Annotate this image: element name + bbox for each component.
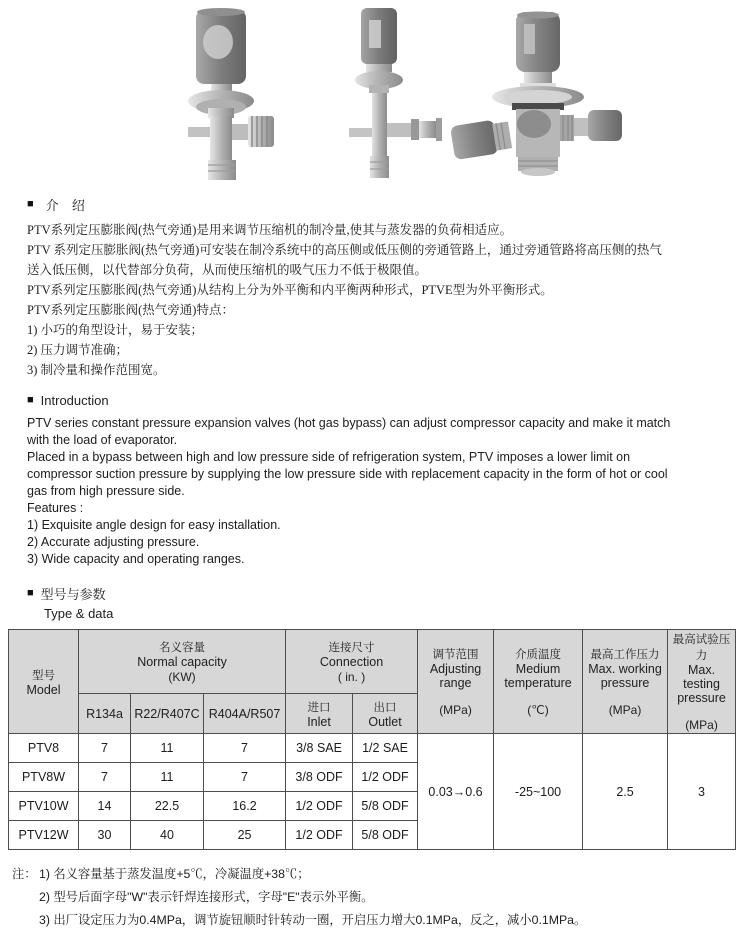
footnote-item: 3) 出厂设定压力为0.4MPa，调节旋钮顺时针转动一圈，开启压力增大0.1MPa，反之，减小0.1MPa。 [39,913,587,927]
section-title-type-data-cn [27,584,726,603]
cell-r22: 11 [131,763,204,792]
header-outlet-cn: 出口 [373,701,397,714]
header-testing-en: Max. testing pressure [677,663,726,705]
cell-max-testing-pressure: 3 [668,734,736,850]
cell-inlet: 3/8 SAE [286,734,353,763]
intro-cn-paragraphs [27,220,726,380]
header-inlet-en: Inlet [307,714,331,729]
square-bullet-icon: ■ [27,198,39,210]
intro-en-line: 3) Wide capacity and operating ranges. [27,552,245,566]
intro-cn-title: 介 绍 [45,198,90,213]
cell-inlet: 3/8 ODF [286,763,353,792]
header-testing-cn: 最高试验压力 [672,634,731,662]
cell-r22: 11 [131,734,204,763]
header-model-cn: 型号 [32,669,55,682]
intro-en-line: gas from high pressure side. [27,484,185,498]
header-inlet-cn: 进口 [307,701,331,714]
header-medium-cn: 介质温度 [515,649,562,661]
cell-outlet: 1/2 SAE [353,734,418,763]
footnotes-list [39,863,586,932]
header-adjusting-cn: 调节范围 [432,649,479,661]
col-header-max-testing-pressure [668,630,736,734]
col-header-connection [286,630,418,694]
cell-adjusting-range: 0.03→0.6 [418,734,494,850]
header-capacity-cn: 名义容量 [159,642,206,655]
cell-r404a: 25 [204,821,286,850]
cell-medium-temperature: -25~100 [494,734,583,850]
col-header-max-working-pressure [583,630,668,734]
header-adjusting-unit: (MPa) [439,703,472,717]
header-r22-r407c: R22/R407C [134,706,200,721]
cell-outlet: 1/2 ODF [353,763,418,792]
col-header-model [9,630,79,734]
intro-cn-line: PTV系列定压膨胀阀(热气旁通)是用来调节压缩机的制冷量,使其与蒸发器的负荷相适应。 [27,223,513,237]
cell-r134a: 7 [79,734,131,763]
type-data-title-en: Type & data [44,606,114,621]
cell-r134a: 7 [79,763,131,792]
footnotes-label: 注： [12,867,37,881]
square-bullet-icon: ■ [27,394,34,406]
valve-photo-angle-flare [168,8,278,180]
col-header-r134a [79,694,131,734]
cell-r134a: 14 [79,792,131,821]
header-working-cn: 最高工作压力 [590,649,660,661]
cell-model: PTV8 [9,734,79,763]
intro-cn-line: PTV系列定压膨胀阀(热气旁通)从结构上分为外平衡和内平衡两种形式，PTVE型为外平衡形式。 [27,283,553,297]
cell-r134a: 30 [79,821,131,850]
product-photos [0,0,744,186]
intro-en-line: Features : [27,501,84,515]
cell-inlet: 1/2 ODF [286,821,353,850]
cell-model: PTV10W [9,792,79,821]
header-testing-unit: (MPa) [685,718,718,732]
col-header-medium-temperature [494,630,583,734]
col-header-outlet [353,694,418,734]
section-title-intro-cn [27,195,726,214]
intro-en-line: compressor suction pressure by supplying the low pressure side with replacement capacity in the form of hot or cool [27,467,668,481]
header-working-unit: (MPa) [608,703,642,717]
intro-cn-line: PTV系列定压膨胀阀(热气旁通)特点： [27,303,234,317]
header-r134a: R134a [86,706,123,721]
header-capacity-unit: (KW) [168,670,196,685]
header-medium-en: Medium temperature [504,662,572,690]
header-connection-cn: 连接尺寸 [328,642,375,655]
cell-inlet: 1/2 ODF [286,792,353,821]
valve-photo-straight-solder [315,8,445,180]
col-header-inlet [286,694,353,734]
square-bullet-icon: ■ [27,587,34,599]
cell-outlet: 5/8 ODF [353,821,418,850]
cell-r404a: 16.2 [204,792,286,821]
spec-table [8,629,736,850]
cell-r404a: 7 [204,734,286,763]
footnotes [12,863,744,932]
intro-cn-line: 2) 压力调节准确； [27,343,129,357]
intro-en-line: 2) Accurate adjusting pressure. [27,535,200,549]
header-working-en: Max. working pressure [588,662,662,690]
cell-model: PTV8W [9,763,79,792]
intro-en-line: PTV series constant pressure expansion valves (hot gas bypass) can adjust compressor capacity and make it match [27,416,671,430]
col-header-adjusting-range [418,630,494,734]
intro-en-line: with the load of evaporator. [27,433,178,447]
header-model-en: Model [26,682,61,697]
header-connection-unit: ( in. ) [337,670,366,685]
type-data-title-cn: 型号与参数 [40,587,106,602]
col-header-r404a-r507 [204,694,286,734]
cell-r404a: 7 [204,763,286,792]
page-content [0,195,744,621]
cell-outlet: 5/8 ODF [353,792,418,821]
intro-cn-line: 送入低压侧，以代替部分负荷，从而使压缩机的吸气压力不低于极限值。 [27,263,428,277]
intro-en-paragraphs [27,415,726,568]
header-adjusting-en: Adjusting range [429,662,482,690]
intro-en-title: Introduction [40,393,109,408]
header-outlet-en: Outlet [368,714,402,729]
cell-model: PTV12W [9,821,79,850]
header-medium-unit: (℃) [527,703,549,717]
intro-en-line: Placed in a bypass between high and low pressure side of refrigeration system, PTV imposes a lower limit on [27,450,631,464]
cell-r22: 40 [131,821,204,850]
header-capacity-en: Normal capacity [137,655,227,670]
intro-cn-line: PTV 系列定压膨胀阀(热气旁通)可安装在制冷系统中的高压侧或低压侧的旁通管路上，通过旁通管路将高压侧的热气 [27,243,662,257]
cell-max-working-pressure: 2.5 [583,734,668,850]
col-header-normal-capacity [79,630,286,694]
header-r404a-r507: R404A/R507 [208,706,281,721]
header-connection-en: Connection [319,655,384,670]
intro-cn-line: 3) 制冷量和操作范围宽。 [27,363,166,377]
intro-en-line: 1) Exquisite angle design for easy installation. [27,518,281,532]
cell-r22: 22.5 [131,792,204,821]
valve-photo-three-way [450,12,628,177]
col-header-r22-r407c [131,694,204,734]
table-row-ptv8 [9,734,736,763]
section-title-introduction [27,393,726,408]
footnote-item: 1) 名义容量基于蒸发温度+5℃，冷凝温度+38℃； [39,867,310,881]
footnote-item: 2) 型号后面字母"W"表示钎焊连接形式，字母"E"表示外平衡。 [39,890,374,904]
intro-cn-line: 1) 小巧的角型设计，易于安装； [27,323,204,337]
